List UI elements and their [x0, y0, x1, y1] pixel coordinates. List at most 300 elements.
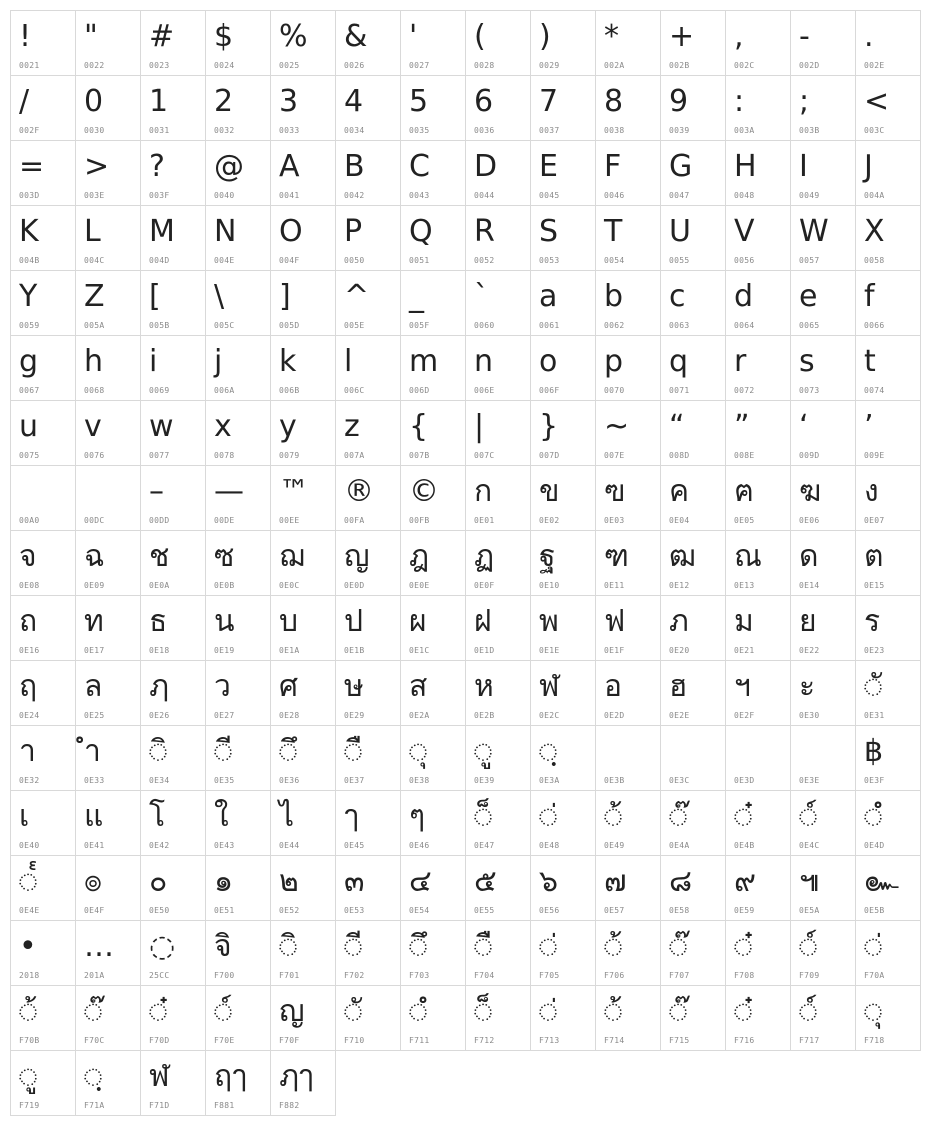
- glyph-code-label: 0041: [279, 191, 300, 200]
- glyph-char: ฝ: [474, 604, 492, 639]
- glyph-code-label: 0E32: [19, 776, 40, 785]
- glyph-cell: [400, 335, 466, 401]
- glyph-cell: [790, 790, 856, 856]
- glyph-char: :: [734, 84, 745, 119]
- glyph-code-label: 009D: [799, 451, 820, 460]
- glyph-cell: [530, 855, 596, 921]
- glyph-cell: [465, 10, 531, 76]
- glyph-code-label: F706: [604, 971, 625, 980]
- glyph-code-label: 0E25: [84, 711, 105, 720]
- glyph-char: โ: [149, 799, 166, 834]
- glyph-code-label: F709: [799, 971, 820, 980]
- glyph-code-label: 0E05: [734, 516, 755, 525]
- glyph-code-label: 0047: [669, 191, 690, 200]
- glyph-code-label: 0070: [604, 386, 625, 395]
- glyph-char: ฯ: [734, 669, 751, 704]
- glyph-char: ฦ: [149, 669, 169, 704]
- glyph-code-label: 0078: [214, 451, 235, 460]
- glyph-code-label: 005E: [344, 321, 365, 330]
- glyph-code-label: 0048: [734, 191, 755, 200]
- glyph-cell: [140, 140, 206, 206]
- glyph-cell: [530, 660, 596, 726]
- glyph-cell: [465, 465, 531, 531]
- glyph-code-label: 0E36: [279, 776, 300, 785]
- glyph-char: /: [19, 84, 30, 119]
- glyph-code-label: F705: [539, 971, 560, 980]
- glyph-cell: [270, 10, 336, 76]
- glyph-cell: [335, 790, 401, 856]
- glyph-char: ,: [734, 19, 744, 54]
- glyph-char: เ: [19, 799, 30, 834]
- glyph-char: ;: [799, 84, 810, 119]
- glyph-code-label: 201A: [84, 971, 105, 980]
- glyph-cell: [400, 725, 466, 791]
- glyph-char: ใ: [214, 799, 229, 834]
- glyph-code-label: 0E55: [474, 906, 495, 915]
- glyph-cell: [75, 335, 141, 401]
- glyph-cell: [725, 920, 791, 986]
- glyph-char: ◌่: [539, 799, 558, 834]
- glyph-cell: [270, 920, 336, 986]
- glyph-char: ฆ: [799, 474, 822, 509]
- glyph-cell: [530, 920, 596, 986]
- glyph-code-label: 0039: [669, 126, 690, 135]
- glyph-cell: [595, 205, 661, 271]
- glyph-code-label: F704: [474, 971, 495, 980]
- glyph-char: –: [149, 474, 164, 509]
- glyph-cell: [855, 790, 921, 856]
- glyph-cell: [205, 855, 271, 921]
- glyph-char: ◌้: [604, 799, 623, 834]
- glyph-char: ฤๅ: [214, 1059, 247, 1094]
- glyph-cell: [400, 140, 466, 206]
- glyph-char: h: [84, 344, 104, 379]
- glyph-cell: [335, 140, 401, 206]
- glyph-char: ษ: [344, 669, 364, 704]
- glyph-cell: [205, 985, 271, 1051]
- glyph-cell: [205, 530, 271, 596]
- glyph-cell: [335, 205, 401, 271]
- glyph-code-label: 005F: [409, 321, 430, 330]
- glyph-char: ◌ั: [344, 994, 363, 1029]
- glyph-code-label: 0E16: [19, 646, 40, 655]
- glyph-char: 0: [84, 84, 104, 119]
- glyph-char: ส: [409, 669, 428, 704]
- glyph-cell: [205, 140, 271, 206]
- glyph-code-label: 0E3E: [799, 776, 820, 785]
- glyph-code-label: 0E2C: [539, 711, 560, 720]
- glyph-cell: [140, 530, 206, 596]
- glyph-char: ย: [799, 604, 817, 639]
- glyph-cell: [595, 985, 661, 1051]
- glyph-char: v: [84, 409, 102, 444]
- glyph-char: ๘: [669, 864, 693, 899]
- glyph-char: _: [409, 279, 424, 314]
- glyph-cell: [140, 920, 206, 986]
- glyph-code-label: 0027: [409, 61, 430, 70]
- glyph-code-label: 00DC: [84, 516, 105, 525]
- glyph-char: ๏: [84, 864, 103, 899]
- glyph-char: +: [669, 19, 695, 54]
- glyph-char: ญ: [344, 539, 370, 574]
- glyph-char: 6: [474, 84, 494, 119]
- glyph-char: ◌่: [539, 929, 558, 964]
- glyph-code-label: 0E0A: [149, 581, 170, 590]
- glyph-char: U: [669, 214, 691, 249]
- glyph-code-label: F71D: [149, 1101, 170, 1110]
- glyph-char: ๔: [409, 864, 432, 899]
- glyph-cell: [205, 920, 271, 986]
- glyph-char: ◌์: [799, 799, 818, 834]
- glyph-cell: [660, 270, 726, 336]
- glyph-char: ◌ิ: [149, 734, 168, 769]
- glyph-code-label: 0E2A: [409, 711, 430, 720]
- glyph-cell: [75, 400, 141, 466]
- glyph-cell: [10, 465, 76, 531]
- glyph-code-label: 005D: [279, 321, 300, 330]
- glyph-code-label: 0E5A: [799, 906, 820, 915]
- glyph-char: ญ: [279, 994, 305, 1029]
- glyph-code-label: F70F: [279, 1036, 300, 1045]
- glyph-cell: [205, 270, 271, 336]
- glyph-cell: [140, 10, 206, 76]
- glyph-code-label: 003C: [864, 126, 885, 135]
- glyph-cell: [75, 595, 141, 661]
- glyph-char: “: [669, 409, 685, 444]
- glyph-code-label: 0E1B: [344, 646, 365, 655]
- glyph-code-label: 0E48: [539, 841, 560, 850]
- glyph-char: ©: [409, 474, 439, 509]
- glyph-cell: [725, 595, 791, 661]
- glyph-grid: [10, 10, 920, 1115]
- glyph-code-label: 007B: [409, 451, 430, 460]
- glyph-cell: [855, 205, 921, 271]
- glyph-code-label: 0E52: [279, 906, 300, 915]
- glyph-code-label: 009E: [864, 451, 885, 460]
- glyph-cell: [205, 1050, 271, 1116]
- glyph-char: \: [214, 279, 225, 314]
- glyph-code-label: 002A: [604, 61, 625, 70]
- glyph-char: ป: [344, 604, 364, 639]
- glyph-cell: [855, 530, 921, 596]
- glyph-cell: [400, 855, 466, 921]
- glyph-char: D: [474, 149, 498, 184]
- glyph-cell: [790, 855, 856, 921]
- glyph-char: ฦๅ: [279, 1059, 314, 1094]
- glyph-char: ◌้: [604, 994, 623, 1029]
- glyph-code-label: F70C: [84, 1036, 105, 1045]
- glyph-cell: [75, 855, 141, 921]
- glyph-cell: [855, 725, 921, 791]
- glyph-cell: [465, 400, 531, 466]
- glyph-cell: [205, 75, 271, 141]
- glyph-cell: [335, 530, 401, 596]
- glyph-char: F: [604, 149, 622, 184]
- glyph-char: ◌ฺ: [84, 1059, 103, 1094]
- glyph-code-label: 0E1D: [474, 646, 495, 655]
- glyph-code-label: 0061: [539, 321, 560, 330]
- glyph-char: G: [669, 149, 693, 184]
- glyph-cell: [270, 465, 336, 531]
- glyph-cell: [140, 465, 206, 531]
- glyph-char: =: [19, 149, 45, 184]
- glyph-code-label: 0E41: [84, 841, 105, 850]
- glyph-code-label: 0E40: [19, 841, 40, 850]
- glyph-char: z: [344, 409, 360, 444]
- glyph-cell: [725, 660, 791, 726]
- glyph-code-label: 0073: [799, 386, 820, 395]
- glyph-code-label: 25CC: [149, 971, 170, 980]
- glyph-cell: [855, 855, 921, 921]
- glyph-char: g: [19, 344, 39, 379]
- glyph-char: &: [344, 19, 368, 54]
- glyph-char: ไ: [279, 799, 295, 834]
- glyph-code-label: 0E07: [864, 516, 885, 525]
- glyph-char: B: [344, 149, 365, 184]
- glyph-code-label: 0E06: [799, 516, 820, 525]
- glyph-cell: [140, 270, 206, 336]
- glyph-code-label: 0E2F: [734, 711, 755, 720]
- glyph-code-label: 0E13: [734, 581, 755, 590]
- glyph-code-label: F716: [734, 1036, 755, 1045]
- glyph-char: ◌ฺ: [539, 734, 558, 769]
- glyph-char: ร: [864, 604, 881, 639]
- glyph-char: L: [84, 214, 101, 249]
- glyph-char: i: [149, 344, 158, 379]
- glyph-char: ๖: [539, 864, 559, 899]
- glyph-char: j: [214, 344, 223, 379]
- glyph-cell: [725, 140, 791, 206]
- glyph-char: @: [214, 149, 244, 184]
- glyph-cell: [660, 920, 726, 986]
- glyph-char: ◌๊: [669, 929, 688, 964]
- glyph-code-label: F881: [214, 1101, 235, 1110]
- glyph-cell: [465, 725, 531, 791]
- glyph-char: Z: [84, 279, 105, 314]
- glyph-cell: [660, 75, 726, 141]
- glyph-char: ◌็: [474, 799, 493, 834]
- glyph-char: t: [864, 344, 876, 379]
- glyph-code-label: 007C: [474, 451, 495, 460]
- glyph-code-label: 0045: [539, 191, 560, 200]
- glyph-code-label: 0033: [279, 126, 300, 135]
- glyph-code-label: 0E43: [214, 841, 235, 850]
- glyph-char: 3: [279, 84, 299, 119]
- glyph-char: ณ: [734, 539, 762, 574]
- glyph-code-label: 0024: [214, 61, 235, 70]
- glyph-code-label: F718: [864, 1036, 885, 1045]
- glyph-char: ซ: [214, 539, 235, 574]
- glyph-code-label: 0E12: [669, 581, 690, 590]
- glyph-char: ๑: [214, 864, 234, 899]
- glyph-code-label: 0E56: [539, 906, 560, 915]
- glyph-char: พ: [539, 604, 559, 639]
- glyph-char: ’: [864, 409, 874, 444]
- glyph-char: ะ: [799, 669, 816, 704]
- glyph-char: 5: [409, 84, 429, 119]
- glyph-cell: [660, 660, 726, 726]
- glyph-cell: [855, 270, 921, 336]
- glyph-char: $: [214, 19, 234, 54]
- glyph-code-label: 0E20: [669, 646, 690, 655]
- glyph-cell: [595, 530, 661, 596]
- glyph-char: ๚: [799, 864, 820, 899]
- glyph-cell: [725, 335, 791, 401]
- glyph-char: ด: [799, 539, 819, 574]
- glyph-code-label: 0E14: [799, 581, 820, 590]
- glyph-cell: [725, 855, 791, 921]
- glyph-code-label: 0E02: [539, 516, 560, 525]
- glyph-cell: [75, 205, 141, 271]
- glyph-cell: [790, 465, 856, 531]
- glyph-cell: [790, 205, 856, 271]
- glyph-char: e: [799, 279, 818, 314]
- glyph-char: p: [604, 344, 624, 379]
- glyph-code-label: 007E: [604, 451, 625, 460]
- glyph-char: น: [214, 604, 235, 639]
- glyph-char: อ: [604, 669, 623, 704]
- glyph-char: ล: [84, 669, 103, 704]
- glyph-code-label: 0062: [604, 321, 625, 330]
- glyph-char: ำ: [84, 734, 101, 769]
- glyph-code-label: 0E19: [214, 646, 235, 655]
- glyph-cell: [10, 855, 76, 921]
- glyph-char: 9: [669, 84, 689, 119]
- glyph-code-label: 003F: [149, 191, 170, 200]
- glyph-cell: [140, 855, 206, 921]
- glyph-code-label: 003D: [19, 191, 40, 200]
- glyph-code-label: F713: [539, 1036, 560, 1045]
- glyph-cell: [855, 660, 921, 726]
- glyph-cell: [530, 725, 596, 791]
- glyph-code-label: 0022: [84, 61, 105, 70]
- glyph-char: ว: [214, 669, 231, 704]
- glyph-char: ': [409, 19, 418, 54]
- glyph-code-label: 0058: [864, 256, 885, 265]
- glyph-code-label: F714: [604, 1036, 625, 1045]
- glyph-cell: [790, 660, 856, 726]
- glyph-char: ◌้: [604, 929, 623, 964]
- glyph-char: P: [344, 214, 363, 249]
- glyph-cell: [595, 335, 661, 401]
- glyph-cell: [400, 75, 466, 141]
- glyph-code-label: 0031: [149, 126, 170, 135]
- glyph-code-label: 0E15: [864, 581, 885, 590]
- glyph-cell: [270, 530, 336, 596]
- glyph-char: ◌ู: [19, 1059, 38, 1094]
- glyph-code-label: 0E11: [604, 581, 625, 590]
- glyph-cell: [465, 595, 531, 661]
- glyph-char: ): [539, 19, 551, 54]
- glyph-code-label: 0032: [214, 126, 235, 135]
- glyph-char: y: [279, 409, 297, 444]
- glyph-cell: [660, 465, 726, 531]
- glyph-code-label: 004C: [84, 256, 105, 265]
- glyph-cell: [595, 855, 661, 921]
- glyph-cell: [75, 530, 141, 596]
- glyph-code-label: F717: [799, 1036, 820, 1045]
- glyph-char: แ: [84, 799, 104, 834]
- glyph-cell: [790, 725, 856, 791]
- glyph-cell: [465, 270, 531, 336]
- glyph-code-label: 0E38: [409, 776, 430, 785]
- glyph-char: ®: [344, 474, 374, 509]
- glyph-cell: [790, 920, 856, 986]
- glyph-cell: [530, 10, 596, 76]
- glyph-cell: [595, 10, 661, 76]
- glyph-cell: [335, 465, 401, 531]
- glyph-cell: [855, 335, 921, 401]
- glyph-char: ม: [734, 604, 754, 639]
- glyph-cell: [205, 660, 271, 726]
- glyph-code-label: 0038: [604, 126, 625, 135]
- glyph-cell: [530, 530, 596, 596]
- glyph-char: ๓: [344, 864, 365, 899]
- glyph-char: a: [539, 279, 558, 314]
- glyph-cell: [725, 790, 791, 856]
- glyph-code-label: 0E39: [474, 776, 495, 785]
- glyph-char: ๐: [149, 864, 168, 899]
- glyph-cell: [725, 465, 791, 531]
- glyph-cell: [10, 1050, 76, 1116]
- glyph-code-label: 0067: [19, 386, 40, 395]
- glyph-cell: [530, 465, 596, 531]
- glyph-char: 1: [149, 84, 169, 119]
- glyph-code-label: 0E21: [734, 646, 755, 655]
- glyph-char: 7: [539, 84, 559, 119]
- glyph-cell: [855, 400, 921, 466]
- glyph-code-label: 00EE: [279, 516, 300, 525]
- glyph-char: ค: [669, 474, 690, 509]
- glyph-code-label: 0E45: [344, 841, 365, 850]
- glyph-code-label: F711: [409, 1036, 430, 1045]
- glyph-code-label: 0035: [409, 126, 430, 135]
- glyph-code-label: 00A0: [19, 516, 40, 525]
- glyph-char: ]: [279, 279, 291, 314]
- glyph-cell: [725, 530, 791, 596]
- glyph-char: {: [409, 409, 429, 444]
- glyph-cell: [335, 855, 401, 921]
- glyph-code-label: F70E: [214, 1036, 235, 1045]
- glyph-cell: [595, 465, 661, 531]
- glyph-cell: [75, 270, 141, 336]
- glyph-char: H: [734, 149, 757, 184]
- glyph-char: ๛: [864, 864, 899, 899]
- glyph-char: ห: [474, 669, 494, 704]
- glyph-cell: [10, 790, 76, 856]
- glyph-char: Q: [409, 214, 433, 249]
- glyph-char: .: [864, 19, 874, 54]
- glyph-code-label: 004A: [864, 191, 885, 200]
- glyph-cell: [530, 790, 596, 856]
- glyph-cell: [855, 920, 921, 986]
- glyph-char: ช: [149, 539, 170, 574]
- glyph-code-label: 0026: [344, 61, 365, 70]
- glyph-cell: [10, 10, 76, 76]
- glyph-cell: [10, 725, 76, 791]
- glyph-cell: [595, 270, 661, 336]
- glyph-cell: [530, 270, 596, 336]
- glyph-char: f: [864, 279, 875, 314]
- glyph-code-label: 0054: [604, 256, 625, 265]
- glyph-code-label: 006A: [214, 386, 235, 395]
- glyph-cell: [10, 75, 76, 141]
- glyph-char: —: [214, 474, 244, 509]
- glyph-char: ◌: [149, 929, 176, 964]
- glyph-cell: [465, 790, 531, 856]
- glyph-code-label: 0E4A: [669, 841, 690, 850]
- glyph-code-label: F715: [669, 1036, 690, 1045]
